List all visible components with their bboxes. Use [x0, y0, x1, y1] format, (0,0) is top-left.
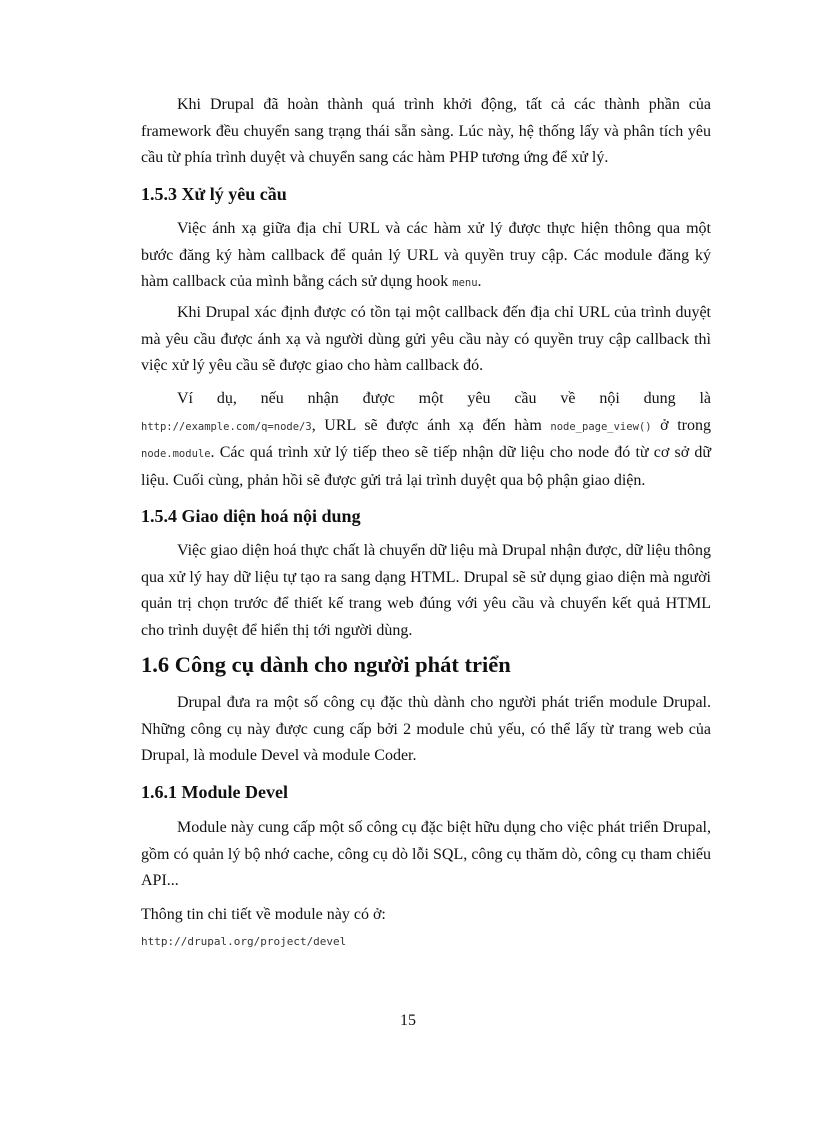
paragraph-example	[141, 386, 711, 494]
devel-url: http://drupal.org/project/devel	[141, 935, 347, 948]
paragraph-callback: Khi Drupal xác định được có tồn tại một callback đến địa chỉ URL của trình duyệt mà yêu cầu được ánh xạ và người dùng gửi yêu cầu này có quyền truy cập callback thì việc xử lý yêu cầu sẽ được giao cho hàm callback đó.	[141, 304, 711, 374]
paragraph-text: Việc ánh xạ giữa địa chỉ URL và các hàm xử lý được thực hiện thông qua một bước đăng ký hàm callback để quản lý URL và quyền truy cập. Các module đăng ký hàm callback của mình bằng cách sử dụng hook	[141, 220, 711, 290]
paragraph-text: .	[477, 273, 482, 290]
inline-code-function: node_page_view()	[550, 420, 652, 433]
example-first-line: Ví dụ, nếu nhận được một yêu cầu về nội dung là	[177, 390, 711, 407]
heading-1-6-1: 1.6.1 Module Devel	[141, 782, 288, 802]
intro-paragraph: Khi Drupal đã hoàn thành quá trình khởi động, tất cả các thành phần của framework đều chuyển sang trạng thái sẵn sàng. Lúc này, hệ thống lấy và phân tích yêu cầu từ phía trình duyệt và chuyển sang các hàm PHP tương ứng để xử lý.	[141, 96, 711, 166]
paragraph-text: , URL sẽ được ánh xạ đến hàm	[311, 416, 551, 434]
heading-1-5-4: 1.5.4 Giao diện hoá nội dung	[141, 506, 361, 526]
paragraph-text: ở trong	[651, 416, 711, 434]
paragraph-url-mapping	[141, 216, 711, 297]
paragraph-info: Thông tin chi tiết về module này có ở:	[141, 906, 386, 923]
paragraph-theming: Việc giao diện hoá thực chất là chuyển dữ liệu mà Drupal nhận được, dữ liệu thông qua xử lý hay dữ liệu tự tạo ra sang dạng HTML. Drupal sẽ sử dụng giao diện mà người quản trị chọn trước để thiết kế trang web đúng với yêu cầu và chuyển kết quả HTML cho trình duyệt để hiển thị tới người dùng.	[141, 542, 711, 639]
heading-1-6: 1.6 Công cụ dành cho người phát triển	[141, 652, 511, 677]
page-number: 15	[400, 1012, 416, 1029]
inline-code-file: node.module	[141, 448, 211, 460]
paragraph-text: . Các quá trình xử lý tiếp theo sẽ tiếp nhận dữ liệu cho node đó từ cơ sở dữ liệu. Cuối cùng, phản hồi sẽ được gửi trả lại trình duyệt qua bộ phận giao diện.	[141, 444, 711, 489]
paragraph-devel: Module này cung cấp một số công cụ đặc biệt hữu dụng cho việc phát triển Drupal, gồm có quản lý bộ nhớ cache, công cụ dò lỗi SQL, công cụ thăm dò, công cụ tham chiếu API...	[141, 819, 711, 889]
inline-code-menu: menu	[452, 277, 478, 289]
inline-code-url: http://example.com/q=node/3	[141, 420, 312, 433]
heading-1-5-3: 1.5.3 Xử lý yêu cầu	[141, 184, 287, 204]
paragraph-dev-tools: Drupal đưa ra một số công cụ đặc thù dành cho người phát triển module Drupal. Những công cụ này được cung cấp bởi 2 module chủ yếu, có thể lấy từ trang web của Drupal, là module Devel và module Coder.	[141, 694, 711, 764]
